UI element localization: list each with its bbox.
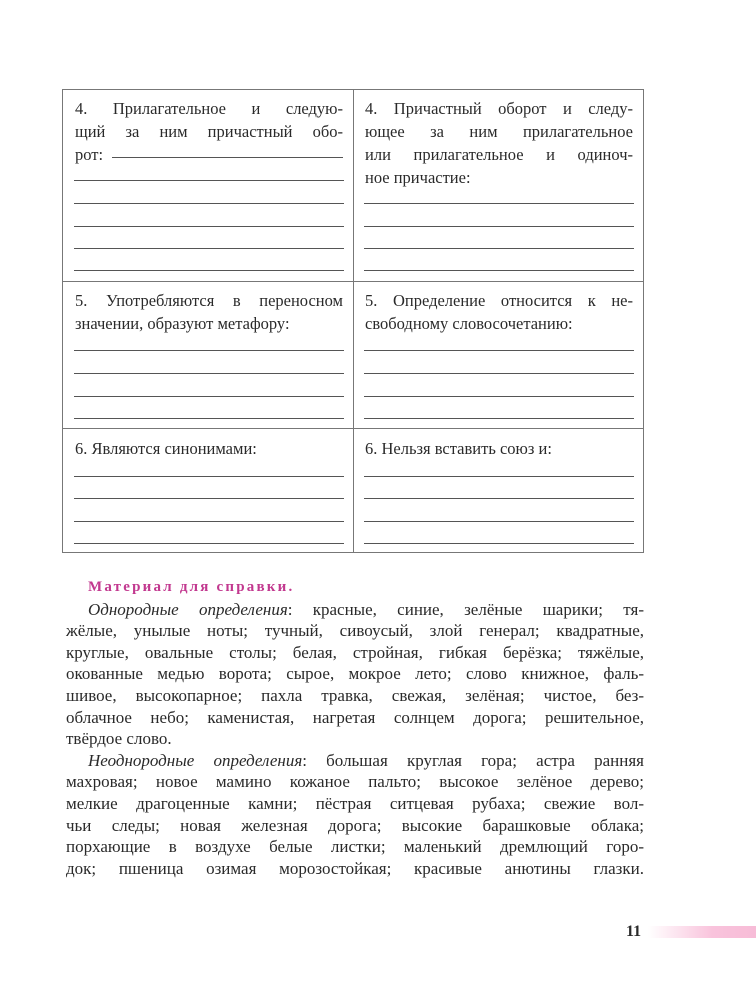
- cell-text: 5. Употребляются в переносном: [75, 291, 343, 310]
- answer-line: [74, 203, 344, 204]
- answer-line: [74, 396, 344, 397]
- answer-line: [74, 226, 344, 227]
- cell-6-left: [75, 437, 343, 460]
- answer-line: [364, 248, 634, 249]
- answer-line: [74, 476, 344, 477]
- reference-heading: Материал для справки.: [88, 579, 295, 595]
- ref-line: твёрдое слово.: [66, 729, 172, 749]
- answer-line: [74, 498, 344, 499]
- answer-line: [74, 543, 344, 544]
- answer-line: [74, 373, 344, 374]
- cell-text: значении, образуют метафору:: [75, 314, 290, 333]
- ref-line: порхающие в воздухе белые листки; маленький дремлющий горо-: [66, 837, 644, 857]
- ref-line: мелкие драгоценные камни; пёстрая ситцевая рубаха; свежие вол-: [66, 793, 644, 813]
- cell-text: 5. Определение относится к не-: [365, 291, 633, 310]
- ref-text: : красные, синие, зелёные шарики; тя-: [287, 599, 644, 619]
- answer-line: [364, 373, 634, 374]
- answer-line: [364, 226, 634, 227]
- cell-6-right: [365, 437, 633, 460]
- ref-line: чьи следы; новая железная дорога; высокие барашковые облака;: [66, 815, 644, 835]
- ref-line: шивое, высокопарное; пахла травка, свежая, зелёная; чистое, без-: [66, 685, 644, 705]
- ref-line: [66, 599, 644, 621]
- cell-5-left: [75, 289, 343, 335]
- cell-text: щий за ним причастный обо-: [75, 122, 343, 141]
- answer-line: [74, 350, 344, 351]
- answer-line: [364, 396, 634, 397]
- answer-line: [74, 418, 344, 419]
- cell-text: 6. Являются синонимами:: [75, 439, 257, 458]
- cell-text: ное причастие:: [365, 168, 471, 187]
- cell-text: 6. Нельзя вставить союз и:: [365, 439, 552, 458]
- reference-material: [66, 577, 644, 879]
- answer-line: [364, 270, 634, 271]
- cell-text: рот:: [75, 145, 104, 164]
- table-divider: [353, 89, 354, 553]
- answer-line: [364, 521, 634, 522]
- cell-4-right: [365, 97, 633, 189]
- answer-line: [112, 157, 343, 158]
- answer-line: [74, 521, 344, 522]
- answer-line: [364, 418, 634, 419]
- ref-line: круглые, овальные столы; белая, стройная, гибкая берёзка; тяжёлые,: [66, 642, 644, 662]
- term-label: Неоднородные определения: [88, 750, 303, 770]
- ref-text: : большая круглая гора; астра ранняя: [302, 750, 644, 770]
- ref-line: махровая; новое мамино кожаное пальто; высокое зелёное дерево;: [66, 772, 644, 792]
- ref-line: облачное небо; каменистая, нагретая солнцем дорога; решительное,: [66, 707, 644, 727]
- term-label: Однородные определения: [88, 599, 288, 619]
- answer-line: [364, 203, 634, 204]
- table-divider: [62, 281, 644, 282]
- table-divider: [62, 428, 644, 429]
- cell-text: или прилагательное и одиноч-: [365, 145, 633, 164]
- ref-line: окованные медью ворота; сырое, мокрое лето; слово книжное, фаль-: [66, 664, 644, 684]
- answer-line: [74, 180, 344, 181]
- cell-text: 4. Причастный оборот и следу-: [365, 99, 633, 118]
- cell-5-right: [365, 289, 633, 335]
- answer-line: [364, 498, 634, 499]
- answer-line: [364, 476, 634, 477]
- ref-line: [66, 750, 644, 772]
- answer-line: [74, 248, 344, 249]
- answer-line: [364, 350, 634, 351]
- cell-text: ющее за ним прилагательное: [365, 122, 633, 141]
- cell-4-left: [75, 97, 343, 166]
- ref-line: док; пшеница озимая морозостойкая; красивые анютины глазки.: [66, 858, 644, 878]
- cell-text: 4. Прилагательное и следую-: [75, 99, 343, 118]
- answer-line: [364, 543, 634, 544]
- answer-line: [74, 270, 344, 271]
- page-number: 11: [626, 923, 642, 940]
- page-accent-bar: [648, 926, 756, 938]
- cell-text: свободному словосочетанию:: [365, 314, 573, 333]
- ref-line: жёлые, унылые ноты; тучный, сивоусый, злой генерал; квадратные,: [66, 621, 644, 641]
